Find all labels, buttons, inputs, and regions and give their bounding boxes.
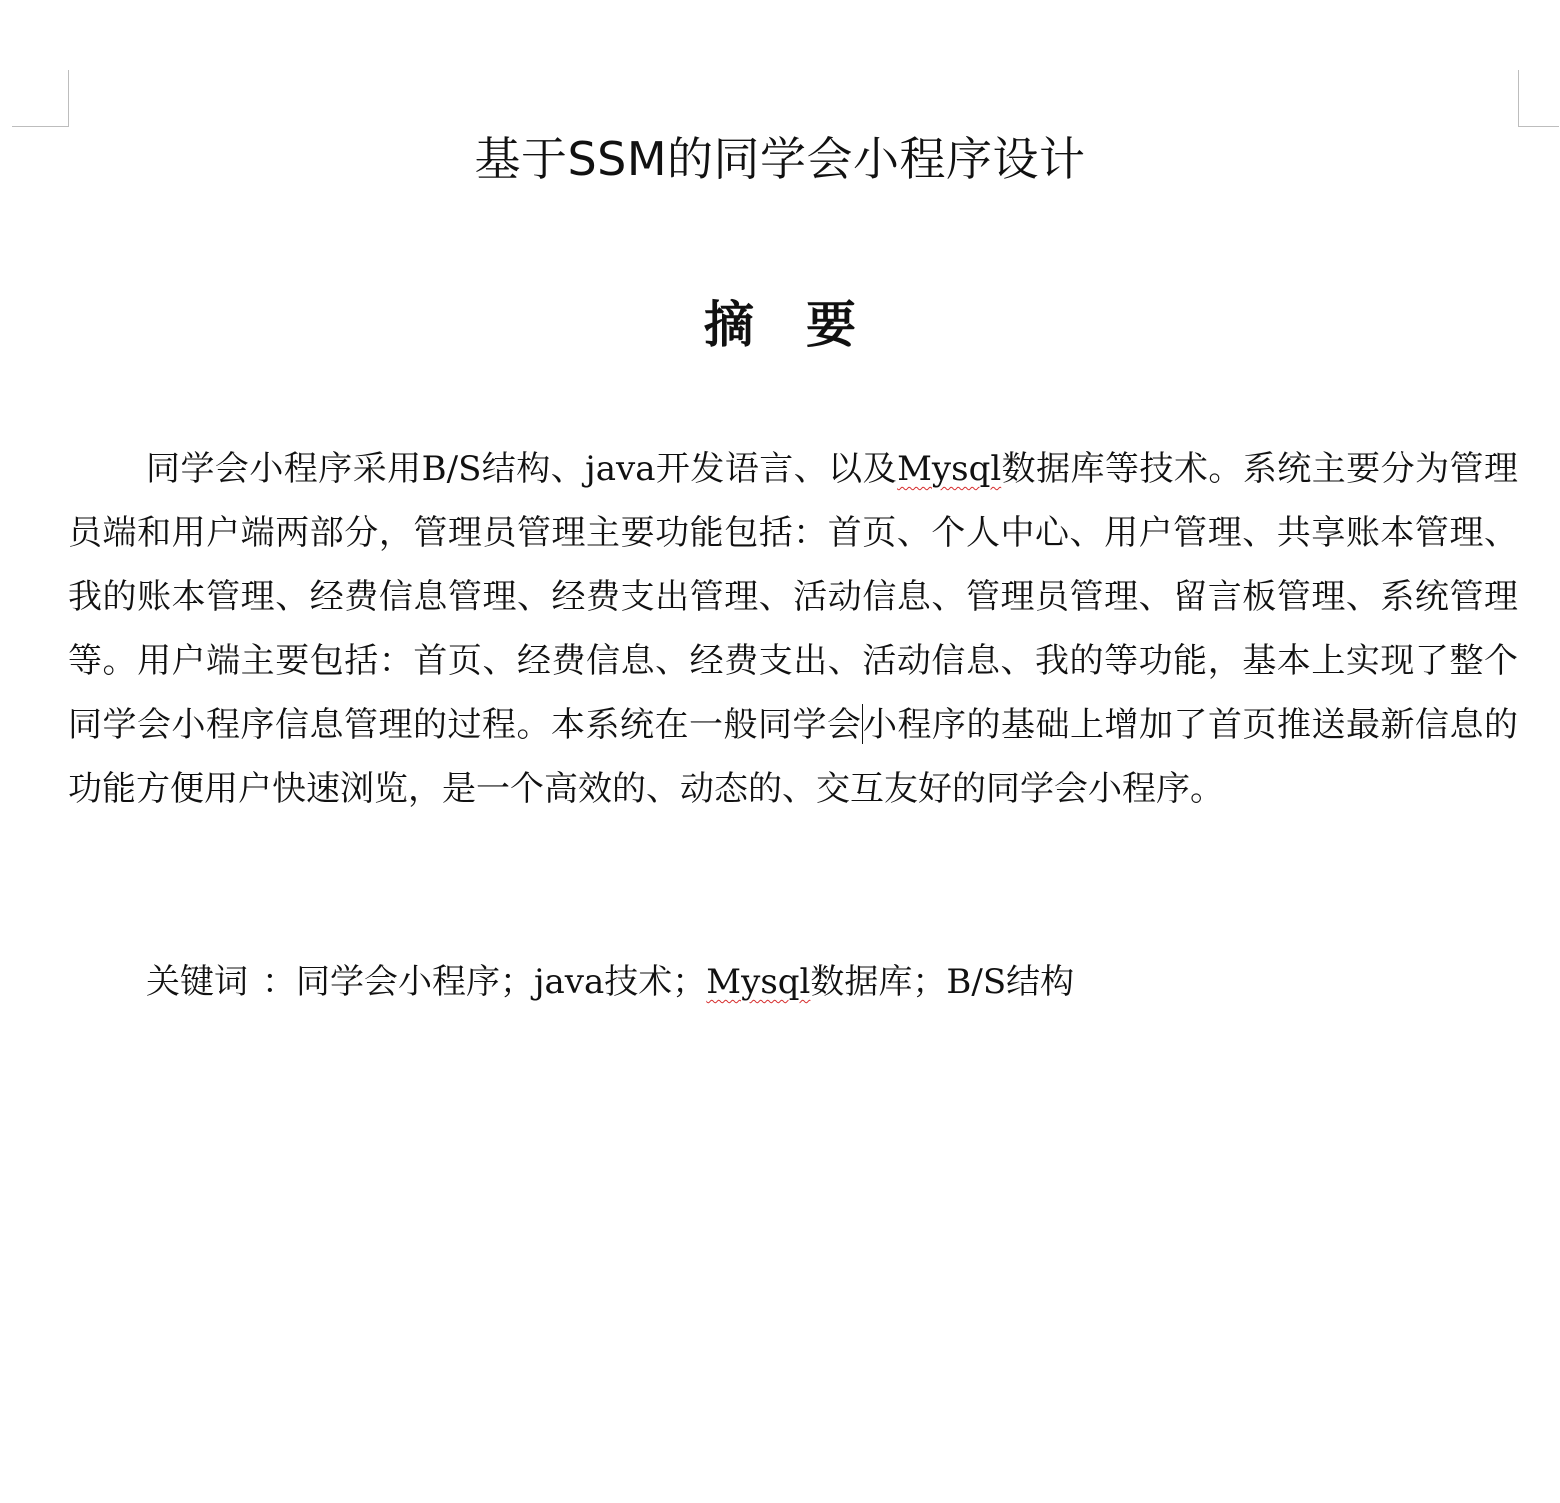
abstract-text-2: 数据库等技术。系统主要分为管理员端和用户端两部分，管理员管理主要功能包括：首页、个人中心、用户管理、共享账本管理、我的账本管理、经费信息管理、经费支出管理、活动信息、管理员管理、留言板管理、系统管理等。用户端主要包括：首页、经费信息、经费支出、活动信息、我的等功能，基本上实现了整个同学会小程序信息管理的过程。本系统在一般同学会 <box>68 449 1518 745</box>
spelling-error-mysql-keyword[interactable]: Mysql <box>706 962 811 1002</box>
abstract-heading[interactable]: 摘要 <box>704 295 908 354</box>
keywords-text-1: 同学会小程序；java技术； <box>296 962 707 1002</box>
keywords-label: 关键词 <box>146 962 248 1002</box>
abstract-text-3: 小程序的基础上增加了首页推送最新信息的功能方便用户快速浏览，是一个高效的、动态的、交互友好的同学会小程序。 <box>68 705 1518 809</box>
keywords-line[interactable] <box>146 950 1446 1014</box>
keywords-separator: ： <box>262 962 296 1002</box>
page-corner-mark-top-left <box>12 70 69 127</box>
keywords-text-2: 数据库；B/S结构 <box>810 962 1075 1002</box>
page-corner-mark-top-right <box>1518 70 1559 127</box>
abstract-text-1: 同学会小程序采用B/S结构、java开发语言、以及 <box>146 449 898 489</box>
abstract-paragraph[interactable] <box>68 437 1518 821</box>
spelling-error-mysql[interactable]: Mysql <box>897 449 1002 489</box>
document-title[interactable]: 基于SSM的同学会小程序设计 <box>474 132 1086 186</box>
